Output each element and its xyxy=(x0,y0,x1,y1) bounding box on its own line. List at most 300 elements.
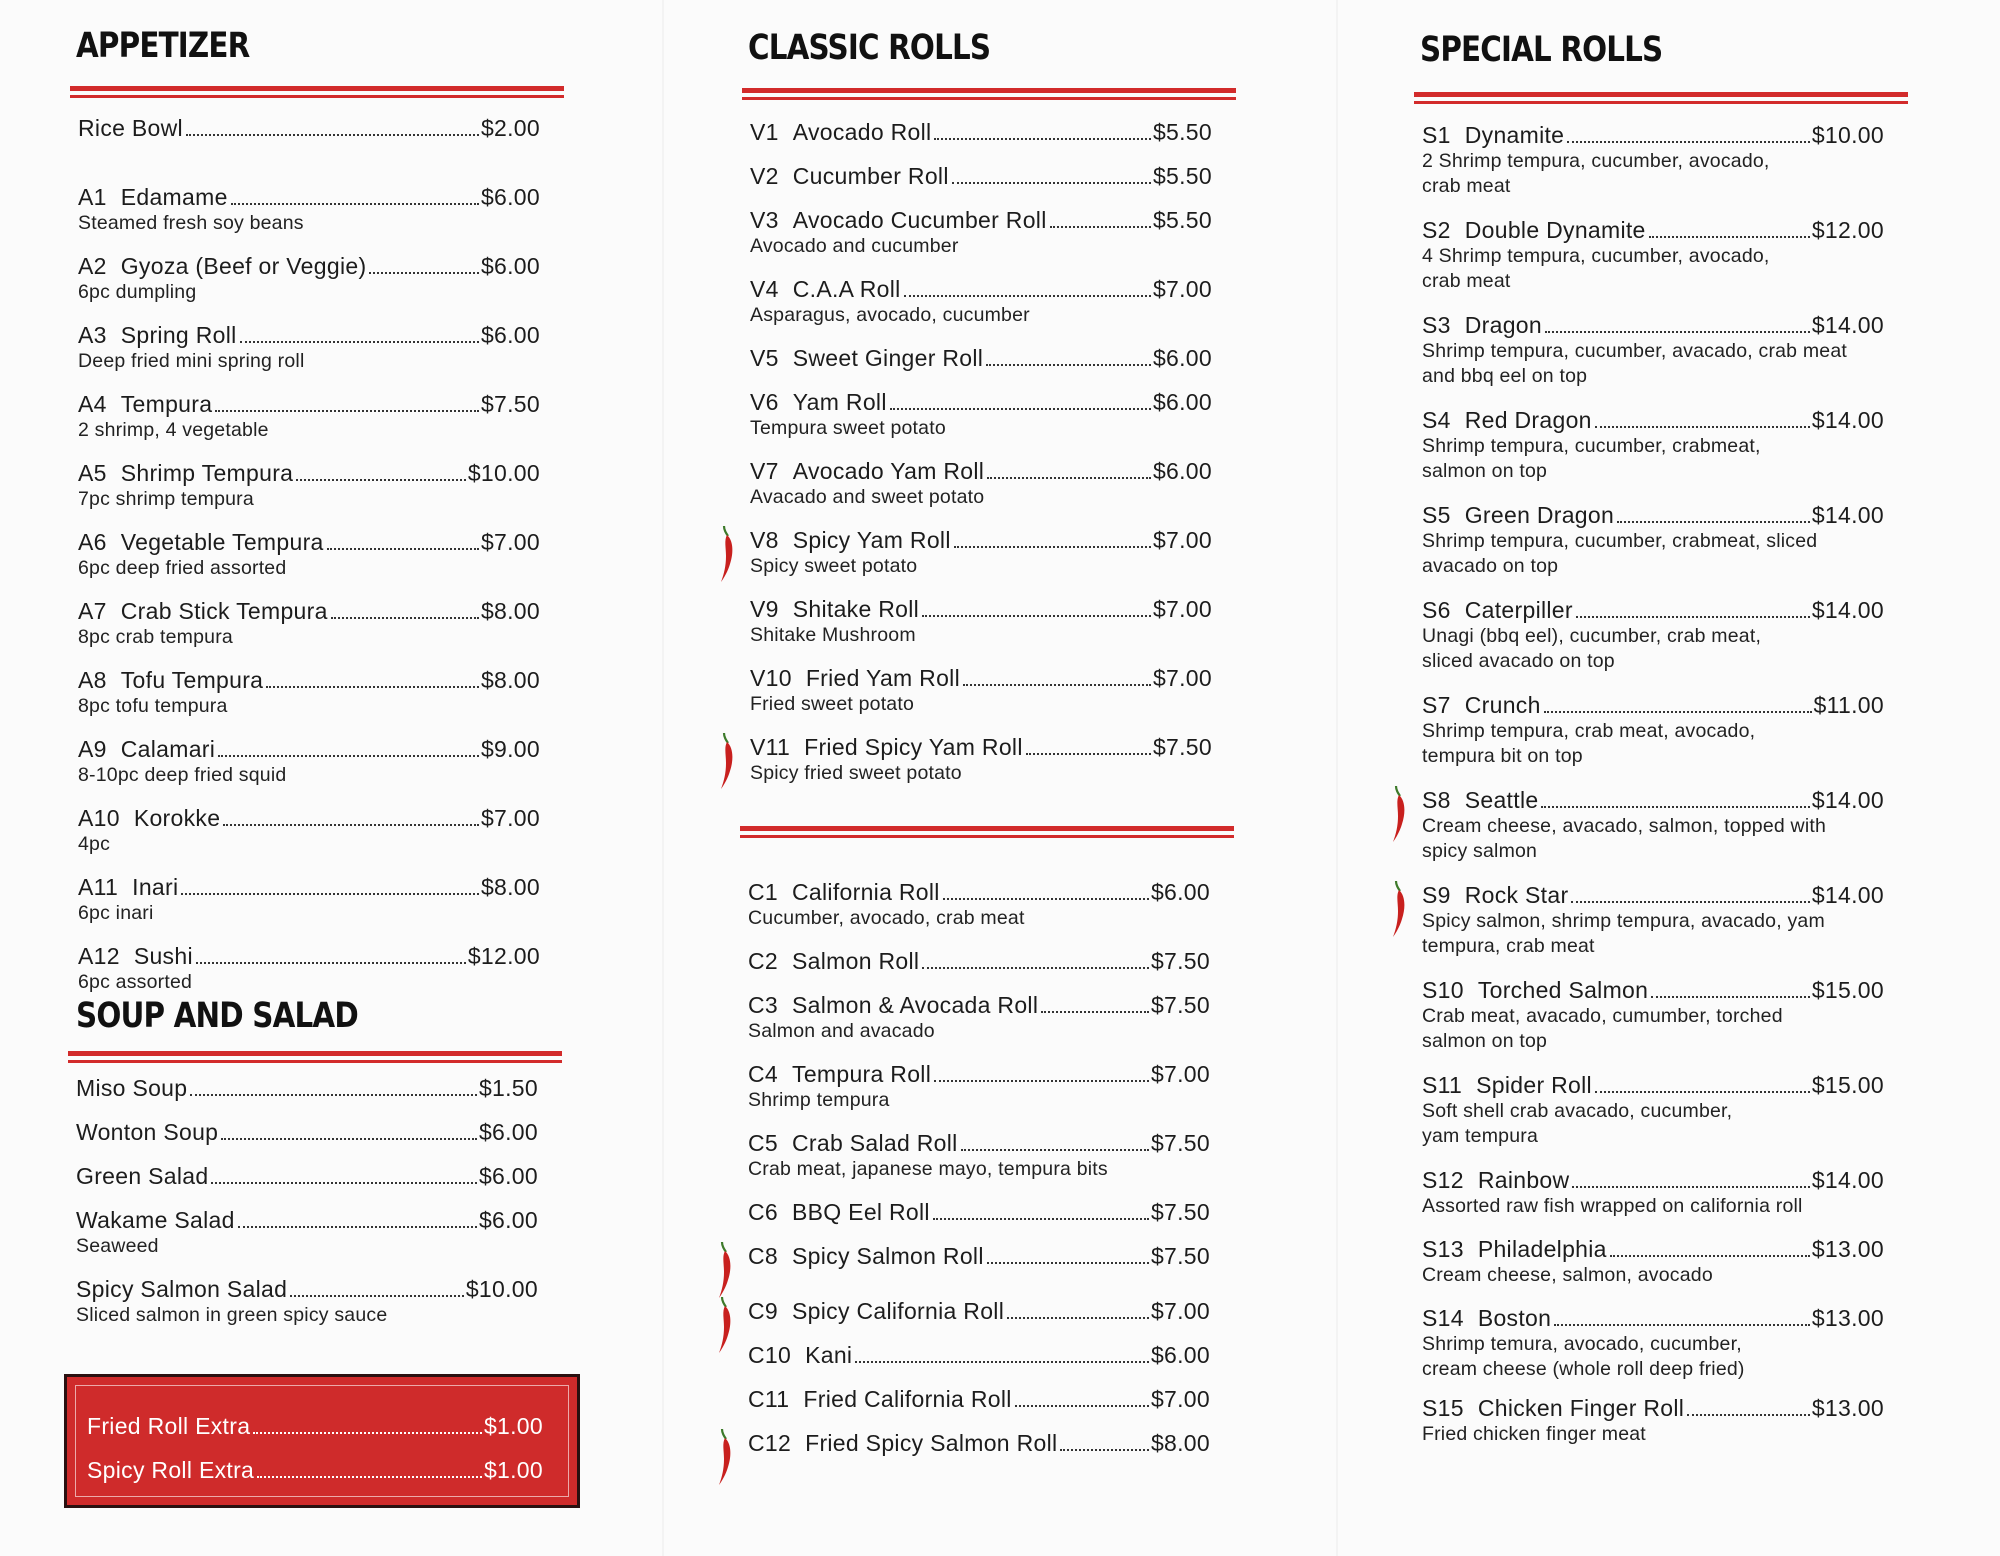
item-code: C8 xyxy=(748,1243,779,1269)
item-price: $5.50 xyxy=(1152,119,1212,145)
item-price: $13.00 xyxy=(1811,1305,1884,1331)
dot-leader xyxy=(215,410,479,412)
item-code: S2 xyxy=(1422,217,1451,243)
dot-leader xyxy=(1554,1324,1810,1326)
item-description: 6pc deep fried assorted xyxy=(78,557,287,579)
item-price: $10.00 xyxy=(1811,122,1884,148)
item-name: Crab Salad Roll xyxy=(792,1130,958,1156)
item-row xyxy=(76,1206,538,1234)
dot-leader xyxy=(987,1262,1149,1264)
item-price: $2.00 xyxy=(480,115,540,141)
item-row xyxy=(750,118,1212,146)
item-description: Shrimp tempura, cucumber, avacado, crab meat xyxy=(1422,340,1847,362)
dot-leader xyxy=(1567,141,1810,143)
chili-pepper-icon xyxy=(718,524,736,584)
item-code: C9 xyxy=(748,1298,779,1324)
item-price: $12.00 xyxy=(1811,217,1884,243)
classic-roll-item xyxy=(748,1341,1210,1369)
item-description: Spicy salmon, shrimp tempura, avacado, yam xyxy=(1422,910,1825,932)
item-description: 6pc inari xyxy=(78,902,154,924)
special-roll-item xyxy=(1422,1071,1884,1149)
item-price: $6.00 xyxy=(478,1207,538,1233)
item-row xyxy=(78,321,540,349)
item-description: Avacado and sweet potato xyxy=(750,486,985,508)
dot-leader xyxy=(1649,236,1810,238)
item-row xyxy=(78,459,540,487)
item-name: Shitake Roll xyxy=(792,596,920,622)
dot-leader xyxy=(904,295,1151,297)
item-description: Deep fried mini spring roll xyxy=(78,350,305,372)
dot-leader xyxy=(327,548,479,550)
item-description: Unagi (bbq eel), cucumber, crab meat, xyxy=(1422,625,1762,647)
item-description: 8pc crab tempura xyxy=(78,626,233,648)
item-row xyxy=(78,804,540,832)
item-name: Cucumber Roll xyxy=(792,163,949,189)
dot-leader xyxy=(238,1226,477,1228)
chili-pepper-icon xyxy=(716,1295,734,1355)
dot-leader xyxy=(369,272,479,274)
item-description: salmon on top xyxy=(1422,1030,1548,1052)
item-description: 2 shrimp, 4 vegetable xyxy=(78,419,269,441)
item-name: Wakame Salad xyxy=(76,1207,235,1233)
item-name: Inari xyxy=(132,874,179,900)
item-row xyxy=(76,1162,538,1190)
item-row xyxy=(1422,976,1884,1004)
item-code: A10 xyxy=(78,805,120,831)
item-price: $8.00 xyxy=(1150,1430,1210,1456)
item-price: $7.50 xyxy=(1150,948,1210,974)
dot-leader xyxy=(257,1476,482,1478)
item-price: $6.00 xyxy=(480,322,540,348)
item-price: $7.00 xyxy=(480,805,540,831)
special-rolls-rule xyxy=(1414,92,1908,104)
appetizer-item xyxy=(78,321,540,374)
item-price: $7.00 xyxy=(480,529,540,555)
item-row xyxy=(1422,501,1884,529)
extra-price: $1.00 xyxy=(483,1413,543,1439)
item-row xyxy=(78,390,540,418)
dot-leader xyxy=(181,893,479,895)
dot-leader xyxy=(1544,711,1812,713)
dot-leader xyxy=(986,364,1151,366)
item-name: Salmon Roll xyxy=(792,948,920,974)
item-row xyxy=(750,457,1212,485)
item-name: Tempura xyxy=(120,391,213,417)
item-price: $7.50 xyxy=(1150,1243,1210,1269)
dot-leader xyxy=(987,477,1151,479)
item-code: V11 xyxy=(750,734,791,760)
veggie-roll-item xyxy=(750,206,1212,259)
item-code: A2 xyxy=(78,253,107,279)
item-price: $8.00 xyxy=(480,667,540,693)
classic-roll-item xyxy=(748,1297,1210,1325)
dot-leader xyxy=(933,1218,1149,1220)
item-row xyxy=(750,275,1212,303)
classic-rolls-title: CLASSIC ROLLS xyxy=(748,28,991,68)
item-code: V1 xyxy=(750,119,779,145)
item-row xyxy=(750,733,1212,761)
dot-leader xyxy=(1576,616,1810,618)
item-description: sliced avacado on top xyxy=(1422,650,1615,672)
classic-roll-item xyxy=(748,947,1210,975)
dot-leader xyxy=(186,134,479,136)
item-price: $7.00 xyxy=(1152,665,1212,691)
item-name: Caterpiller xyxy=(1464,597,1573,623)
item-row xyxy=(748,1060,1210,1088)
special-roll-item xyxy=(1422,1394,1884,1447)
item-row xyxy=(1422,786,1884,814)
dot-leader xyxy=(1571,901,1809,903)
dot-leader xyxy=(296,479,466,481)
item-code: S5 xyxy=(1422,502,1451,528)
item-name: California Roll xyxy=(792,879,940,905)
item-description: Assorted raw fish wrapped on california roll xyxy=(1422,1195,1803,1217)
item-code: V8 xyxy=(750,527,779,553)
item-code: S9 xyxy=(1422,882,1451,908)
item-row xyxy=(750,388,1212,416)
special-roll-item xyxy=(1422,121,1884,199)
item-description: Shrimp tempura, crab meat, avocado, xyxy=(1422,720,1756,742)
item-code: A5 xyxy=(78,460,107,486)
dot-leader xyxy=(1026,753,1151,755)
dot-leader xyxy=(1595,1091,1810,1093)
item-row xyxy=(750,162,1212,190)
item-row xyxy=(78,528,540,556)
item-name: Kani xyxy=(805,1342,853,1368)
extras-box xyxy=(64,1374,580,1508)
item-name: Rock Star xyxy=(1464,882,1569,908)
item-name: Fried California Roll xyxy=(803,1386,1012,1412)
item-description: Sliced salmon in green spicy sauce xyxy=(76,1304,388,1326)
special-roll-item xyxy=(1422,596,1884,674)
item-row xyxy=(78,942,540,970)
item-name: Crab Stick Tempura xyxy=(120,598,328,624)
item-price: $6.00 xyxy=(1150,879,1210,905)
chili-pepper-icon xyxy=(716,1427,734,1487)
item-description: Spicy sweet potato xyxy=(750,555,918,577)
item-code: A7 xyxy=(78,598,107,624)
extra-name: Fried Roll Extra xyxy=(87,1413,251,1439)
dot-leader xyxy=(290,1295,464,1297)
item-price: $6.00 xyxy=(478,1119,538,1145)
extra-price: $1.00 xyxy=(483,1457,543,1483)
veggie-roll-item xyxy=(750,275,1212,328)
item-name: Miso Soup xyxy=(76,1075,188,1101)
item-row xyxy=(748,1341,1210,1369)
item-row xyxy=(78,597,540,625)
item-description: Shrimp temura, avocado, cucumber, xyxy=(1422,1333,1742,1355)
appetizer-item xyxy=(78,804,540,857)
soup-salad-item xyxy=(76,1206,538,1259)
item-code: S13 xyxy=(1422,1236,1464,1262)
item-row xyxy=(748,1297,1210,1325)
veggie-roll-item xyxy=(750,457,1212,510)
classic-roll-item xyxy=(748,991,1210,1044)
item-row xyxy=(1422,121,1884,149)
item-row xyxy=(78,252,540,280)
item-price: $7.50 xyxy=(1150,1130,1210,1156)
dot-leader xyxy=(1651,996,1810,998)
item-description: Tempura sweet potato xyxy=(750,417,946,439)
item-row xyxy=(76,1074,538,1102)
item-code: V4 xyxy=(750,276,779,302)
item-name: Spider Roll xyxy=(1476,1072,1592,1098)
soup-salad-item xyxy=(76,1118,538,1146)
classic-roll-item xyxy=(748,1129,1210,1182)
item-price: $6.00 xyxy=(478,1163,538,1189)
dot-leader xyxy=(240,341,479,343)
item-name: Sushi xyxy=(133,943,193,969)
item-description: 4pc xyxy=(78,833,111,855)
item-name: Red Dragon xyxy=(1464,407,1592,433)
item-price: $10.00 xyxy=(465,1276,538,1302)
item-row xyxy=(748,1198,1210,1226)
classic-roll-item xyxy=(748,1060,1210,1113)
veggie-roll-item xyxy=(750,526,1212,579)
item-code: A4 xyxy=(78,391,107,417)
item-code: V5 xyxy=(750,345,779,371)
dot-leader xyxy=(1617,521,1810,523)
item-price: $6.00 xyxy=(1152,389,1212,415)
item-row xyxy=(748,1129,1210,1157)
item-code: V9 xyxy=(750,596,779,622)
item-row xyxy=(750,664,1212,692)
item-code: V10 xyxy=(750,665,792,691)
item-price: $8.00 xyxy=(480,598,540,624)
appetizer-item xyxy=(78,114,540,142)
item-price: $14.00 xyxy=(1811,1167,1884,1193)
special-roll-item xyxy=(1422,881,1884,959)
extra-name: Spicy Roll Extra xyxy=(87,1457,255,1483)
soup-salad-item xyxy=(76,1275,538,1328)
appetizer-item xyxy=(78,873,540,926)
item-row xyxy=(748,1429,1210,1457)
item-price: $9.00 xyxy=(480,736,540,762)
item-code: V2 xyxy=(750,163,779,189)
item-price: $7.00 xyxy=(1150,1386,1210,1412)
chili-pepper-icon xyxy=(718,731,736,791)
item-name: Edamame xyxy=(120,184,228,210)
item-price: $14.00 xyxy=(1811,502,1884,528)
dot-leader xyxy=(922,615,1151,617)
item-name: Avocado Cucumber Roll xyxy=(792,207,1047,233)
item-name: Wonton Soup xyxy=(76,1119,219,1145)
item-price: $12.00 xyxy=(467,943,540,969)
veggie-roll-item xyxy=(750,388,1212,441)
item-name: Spicy California Roll xyxy=(792,1298,1005,1324)
appetizer-title: APPETIZER xyxy=(76,26,250,66)
dot-leader xyxy=(1545,331,1810,333)
appetizer-item xyxy=(78,735,540,788)
dot-leader xyxy=(855,1361,1149,1363)
item-code: A3 xyxy=(78,322,107,348)
dot-leader xyxy=(253,1432,482,1434)
item-name: Fried Yam Roll xyxy=(805,665,960,691)
item-description: 6pc assorted xyxy=(78,971,193,993)
fold-line-left xyxy=(662,0,664,1556)
item-price: $7.50 xyxy=(480,391,540,417)
classic-rolls-divider xyxy=(740,826,1234,838)
item-code: S4 xyxy=(1422,407,1451,433)
item-row xyxy=(748,878,1210,906)
dot-leader xyxy=(943,898,1149,900)
item-code: V6 xyxy=(750,389,779,415)
item-name: Green Salad xyxy=(76,1163,209,1189)
classic-rolls-rule xyxy=(742,88,1236,100)
item-row xyxy=(750,595,1212,623)
item-row xyxy=(748,947,1210,975)
soup-salad-title: SOUP AND SALAD xyxy=(76,996,358,1036)
item-name: Tempura Roll xyxy=(792,1061,932,1087)
item-description: 4 Shrimp tempura, cucumber, avocado, xyxy=(1422,245,1770,267)
appetizer-item xyxy=(78,942,540,995)
item-row xyxy=(1422,691,1884,719)
item-price: $14.00 xyxy=(1811,597,1884,623)
dot-leader xyxy=(223,824,479,826)
veggie-roll-item xyxy=(750,344,1212,372)
item-code: S10 xyxy=(1422,977,1464,1003)
item-name: Double Dynamite xyxy=(1464,217,1646,243)
classic-roll-item xyxy=(748,1429,1210,1457)
item-name: Philadelphia xyxy=(1477,1236,1607,1262)
item-description: Shitake Mushroom xyxy=(750,624,916,646)
appetizer-item xyxy=(78,597,540,650)
dot-leader xyxy=(963,684,1151,686)
item-code: A9 xyxy=(78,736,107,762)
item-price: $7.50 xyxy=(1150,1199,1210,1225)
item-code: C2 xyxy=(748,948,779,974)
item-price: $11.00 xyxy=(1813,692,1884,718)
dot-leader xyxy=(331,617,479,619)
item-description: Fried sweet potato xyxy=(750,693,915,715)
dot-leader xyxy=(961,1149,1149,1151)
item-description: Steamed fresh soy beans xyxy=(78,212,304,234)
veggie-roll-item xyxy=(750,118,1212,146)
soup-salad-item xyxy=(76,1074,538,1102)
item-name: Calamari xyxy=(120,736,216,762)
dot-leader xyxy=(934,138,1151,140)
dot-leader xyxy=(218,755,479,757)
dot-leader xyxy=(1060,1449,1149,1451)
item-code: V3 xyxy=(750,207,779,233)
veggie-roll-item xyxy=(750,733,1212,786)
item-description: cream cheese (whole roll deep fried) xyxy=(1422,1358,1745,1380)
special-rolls-title: SPECIAL ROLLS xyxy=(1420,30,1663,70)
dot-leader xyxy=(231,203,479,205)
item-name: Spicy Salmon Roll xyxy=(792,1243,984,1269)
item-row xyxy=(748,1385,1210,1413)
item-price: $14.00 xyxy=(1811,407,1884,433)
item-price: $14.00 xyxy=(1811,312,1884,338)
item-row xyxy=(1422,311,1884,339)
item-price: $1.50 xyxy=(478,1075,538,1101)
item-description: 8-10pc deep fried squid xyxy=(78,764,287,786)
item-price: $7.50 xyxy=(1152,734,1212,760)
item-description: tempura, crab meat xyxy=(1422,935,1595,957)
item-description: Shrimp tempura, cucumber, crabmeat, sliced xyxy=(1422,530,1818,552)
item-row xyxy=(78,873,540,901)
item-row xyxy=(1422,1235,1884,1263)
special-roll-item xyxy=(1422,311,1884,389)
dot-leader xyxy=(1572,1186,1809,1188)
item-row xyxy=(1422,1304,1884,1332)
fold-line-right xyxy=(1336,0,1338,1556)
dot-leader xyxy=(266,686,479,688)
item-price: $13.00 xyxy=(1811,1236,1884,1262)
item-description: Cream cheese, avacado, salmon, topped with xyxy=(1422,815,1827,837)
item-row xyxy=(1422,216,1884,244)
item-name: Dragon xyxy=(1464,312,1542,338)
item-code: C3 xyxy=(748,992,779,1018)
item-code: C12 xyxy=(748,1430,792,1456)
dot-leader xyxy=(1007,1317,1149,1319)
item-price: $10.00 xyxy=(467,460,540,486)
item-name: Shrimp Tempura xyxy=(120,460,294,486)
item-name: C.A.A Roll xyxy=(792,276,901,302)
classic-roll-item xyxy=(748,1198,1210,1226)
item-price: $6.00 xyxy=(480,184,540,210)
item-code: C11 xyxy=(748,1386,790,1412)
item-description: 8pc tofu tempura xyxy=(78,695,228,717)
item-name: Sweet Ginger Roll xyxy=(792,345,984,371)
item-code: S15 xyxy=(1422,1395,1464,1421)
soup-salad-item xyxy=(76,1162,538,1190)
item-price: $5.50 xyxy=(1152,207,1212,233)
item-price: $7.00 xyxy=(1150,1061,1210,1087)
item-code: C10 xyxy=(748,1342,792,1368)
veggie-roll-item xyxy=(750,595,1212,648)
dot-leader xyxy=(1610,1255,1810,1257)
item-name: Torched Salmon xyxy=(1477,977,1649,1003)
item-name: Rainbow xyxy=(1477,1167,1570,1193)
item-code: S14 xyxy=(1422,1305,1464,1331)
chili-pepper-icon xyxy=(1390,784,1408,844)
item-name: Vegetable Tempura xyxy=(120,529,324,555)
special-roll-item xyxy=(1422,976,1884,1054)
item-description: Crab meat, japanese mayo, tempura bits xyxy=(748,1158,1108,1180)
special-roll-item xyxy=(1422,501,1884,579)
special-roll-item xyxy=(1422,406,1884,484)
item-row xyxy=(1422,881,1884,909)
dot-leader xyxy=(1541,806,1809,808)
appetizer-item xyxy=(78,528,540,581)
item-name: Rice Bowl xyxy=(78,115,183,141)
item-price: $14.00 xyxy=(1811,787,1884,813)
item-row xyxy=(750,344,1212,372)
item-name: Seattle xyxy=(1464,787,1539,813)
item-code: S1 xyxy=(1422,122,1451,148)
item-description: Shrimp tempura, cucumber, crabmeat, xyxy=(1422,435,1761,457)
item-code: C4 xyxy=(748,1061,779,1087)
appetizer-rule xyxy=(70,86,564,98)
veggie-roll-item xyxy=(750,162,1212,190)
appetizer-item xyxy=(78,666,540,719)
chili-pepper-icon xyxy=(1390,879,1408,939)
item-code: A11 xyxy=(78,874,119,900)
appetizer-item xyxy=(78,459,540,512)
item-description: spicy salmon xyxy=(1422,840,1538,862)
item-code: A6 xyxy=(78,529,107,555)
item-code: S8 xyxy=(1422,787,1451,813)
item-description: crab meat xyxy=(1422,270,1511,292)
dot-leader xyxy=(190,1094,477,1096)
item-name: Spicy Yam Roll xyxy=(792,527,951,553)
item-row xyxy=(78,183,540,211)
appetizer-item xyxy=(78,390,540,443)
item-description: Shrimp tempura xyxy=(748,1089,890,1111)
item-description: avacado on top xyxy=(1422,555,1559,577)
item-row xyxy=(1422,596,1884,624)
